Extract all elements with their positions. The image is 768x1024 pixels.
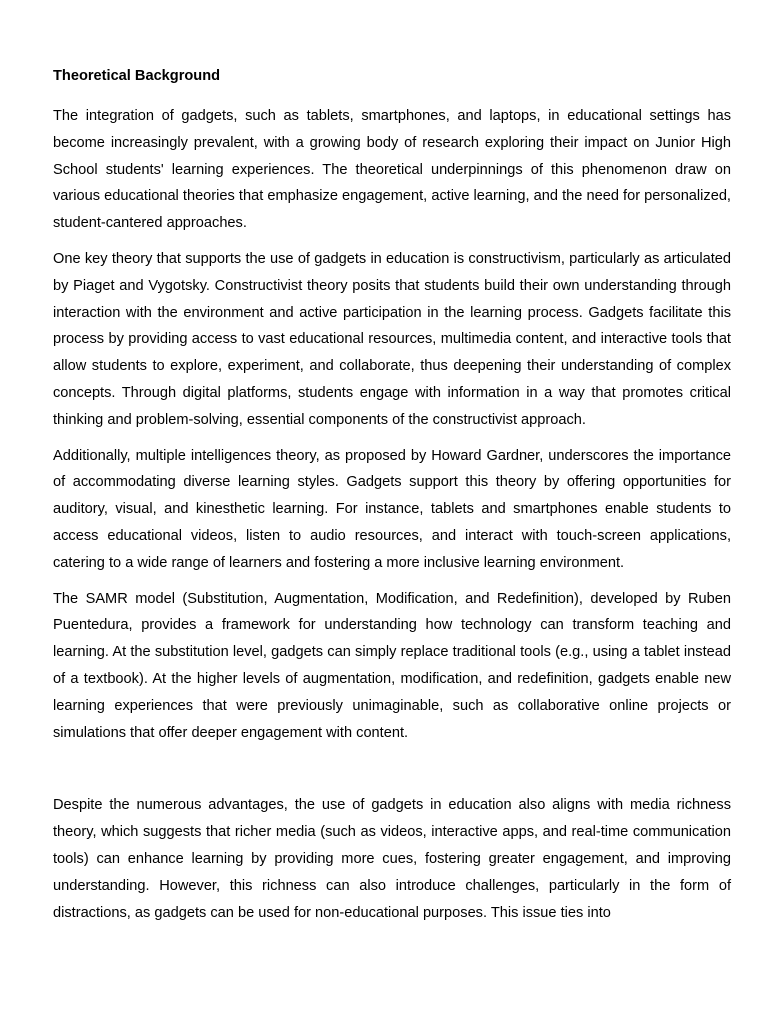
section-heading: Theoretical Background [53, 68, 221, 84]
paragraph-multiple-intelligences: Additionally, multiple intelligences theory, as proposed by Howard Gardner, underscores the importance of accommodating diverse learning styles. Gadgets support this theory by offering opportunities for auditory, visual, and kinesthetic learning. For instance, tablets and smartphones enable students to access educational videos, listen to audio resources, and interact with touch-screen applications, catering to a wide range of learners and fostering a more inclusive learning environment. [53, 447, 731, 571]
document-page [53, 66, 731, 935]
paragraph-constructivism: One key theory that supports the use of gadgets in education is constructivism, particularly as articulated by Piaget and Vygotsky. Constructivist theory posits that students build their own understanding through interaction with the environment and active participation in the learning process. Gadgets facilitate this process by providing access to vast educational resources, multimedia content, and interactive tools that allow students to explore, experiment, and collaborate, thus deepening their understanding of complex concepts. Through digital platforms, students engage with information in a way that promotes critical thinking and problem-solving, essential components of the constructivist approach. [53, 250, 731, 428]
paragraph-samr-model: The SAMR model (Substitution, Augmentation, Modification, and Redefinition), developed by Ruben Puentedura, provides a framework for understanding how technology can transform teaching and learning. At the substitution level, gadgets can simply replace traditional tools (e.g., using a tablet instead of a textbook). At the higher levels of augmentation, modification, and redefinition, gadgets enable new learning experiences that were previously unimaginable, such as collaborative online projects or simulations that offer deeper engagement with content. [53, 590, 731, 741]
paragraph-media-richness: Despite the numerous advantages, the use of gadgets in education also aligns with media richness theory, which suggests that richer media (such as videos, interactive apps, and real-time communication tools) can enhance learning by providing more cues, fostering greater engagement, and improving understanding. However, this richness can also introduce challenges, particularly in the form of distractions, as gadgets can be used for non-educational purposes. This issue ties into [53, 797, 731, 921]
paragraph-integration: The integration of gadgets, such as tablets, smartphones, and laptops, in educational settings has become increasingly prevalent, with a growing body of research exploring their impact on Junior High School students' learning experiences. The theoretical underpinnings of this phenomenon draw on various educational theories that emphasize engagement, active learning, and the need for personalized, student-cantered approaches. [53, 108, 731, 232]
